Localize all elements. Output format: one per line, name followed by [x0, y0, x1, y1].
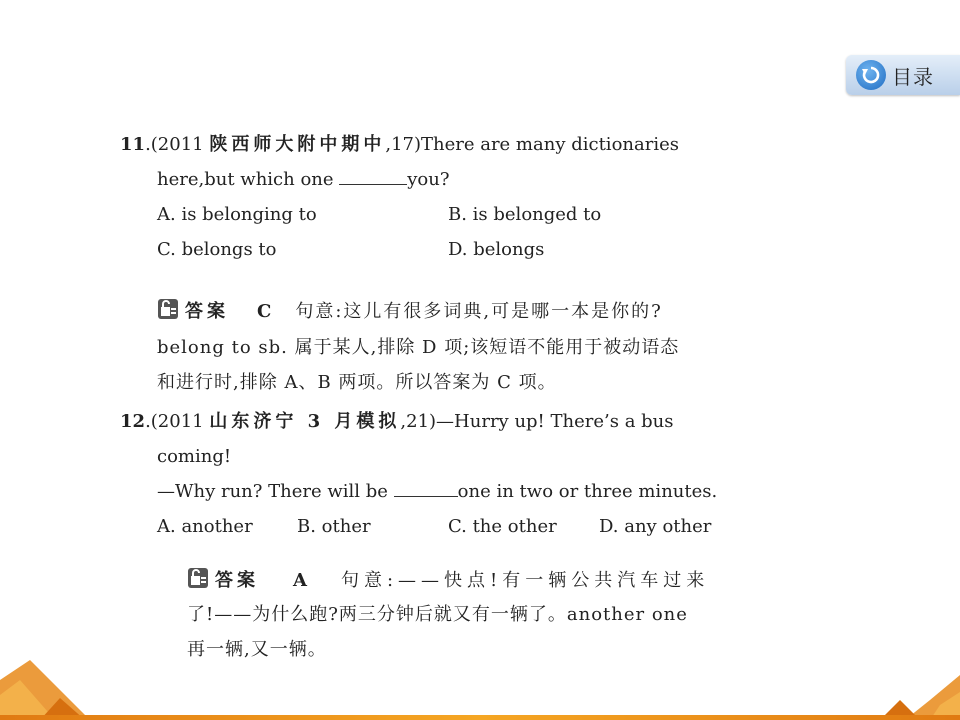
q12-blank — [394, 480, 458, 497]
q11-line2-text: here,but which one — [157, 169, 340, 190]
q12-answer-line — [187, 567, 709, 593]
q12-explain3: 再一辆,又一辆。 — [187, 639, 327, 660]
q11-answer-line — [157, 298, 663, 324]
q11-option-c: C. belongs to — [157, 239, 277, 260]
q11-stem-line1 — [120, 133, 679, 157]
q12-number: 12 — [120, 411, 146, 432]
q12-source-place: 山东济宁 3 月模拟 — [209, 411, 401, 432]
q11-option-b: B. is belonged to — [448, 204, 602, 225]
q12-stem-line3 — [157, 480, 717, 504]
q11-explain2: belong to sb. 属于某人,排除 D 项;该短语不能用于被动语态 — [157, 337, 680, 358]
q11-blank — [339, 168, 407, 185]
toc-button[interactable] — [846, 55, 960, 95]
q11-stem-line2 — [157, 168, 450, 192]
q12-line3-text: —Why run? There will be — [157, 481, 394, 502]
q12-explain2: 了!——为什么跑?两三分钟后就又有一辆了。another one — [187, 604, 688, 625]
q12-option-b: B. other — [297, 516, 371, 537]
q11-explain3: 和进行时,排除 A、B 两项。所以答案为 C 项。 — [157, 372, 557, 393]
unlock-icon[interactable] — [157, 298, 179, 320]
q11-line2-end: you? — [407, 169, 450, 190]
q12-explain1: 句意:——快点!有一辆公共汽车过来 — [340, 570, 710, 591]
q11-answer: C — [257, 301, 272, 322]
corner-decoration-right — [860, 660, 960, 720]
q11-source-suffix: ,17)There are many dictionaries — [385, 134, 679, 155]
q11-source-prefix: .(2011 — [145, 134, 210, 155]
q12-source-prefix: .(2011 — [145, 411, 210, 432]
q11-source-place: 陕西师大附中期中 — [209, 134, 386, 155]
q12-stem-line1 — [120, 410, 674, 434]
unlock-icon[interactable] — [187, 567, 209, 589]
q11-option-a: A. is belonging to — [157, 204, 317, 225]
q11-answer-label: 答案 — [185, 301, 229, 322]
q12-source-suffix: ,21)—Hurry up! There’s a bus — [400, 411, 674, 432]
q11-option-d: D. belongs — [448, 239, 545, 260]
q12-option-d: D. any other — [599, 516, 712, 537]
bottom-bar — [0, 715, 960, 720]
q12-option-c: C. the other — [448, 516, 557, 537]
toc-label: 目录 — [892, 64, 934, 89]
q12-option-a: A. another — [157, 516, 253, 537]
q12-answer-label: 答案 — [215, 570, 259, 591]
refresh-icon — [856, 60, 886, 90]
q11-number: 11 — [120, 134, 146, 155]
corner-decoration-left — [0, 660, 100, 720]
q12-answer: A — [293, 570, 307, 591]
q12-line3-end: one in two or three minutes. — [457, 481, 718, 502]
q11-explain1: 句意:这儿有很多词典,可是哪一本是你的? — [295, 301, 663, 322]
q12-stem-line2: coming! — [157, 446, 232, 467]
